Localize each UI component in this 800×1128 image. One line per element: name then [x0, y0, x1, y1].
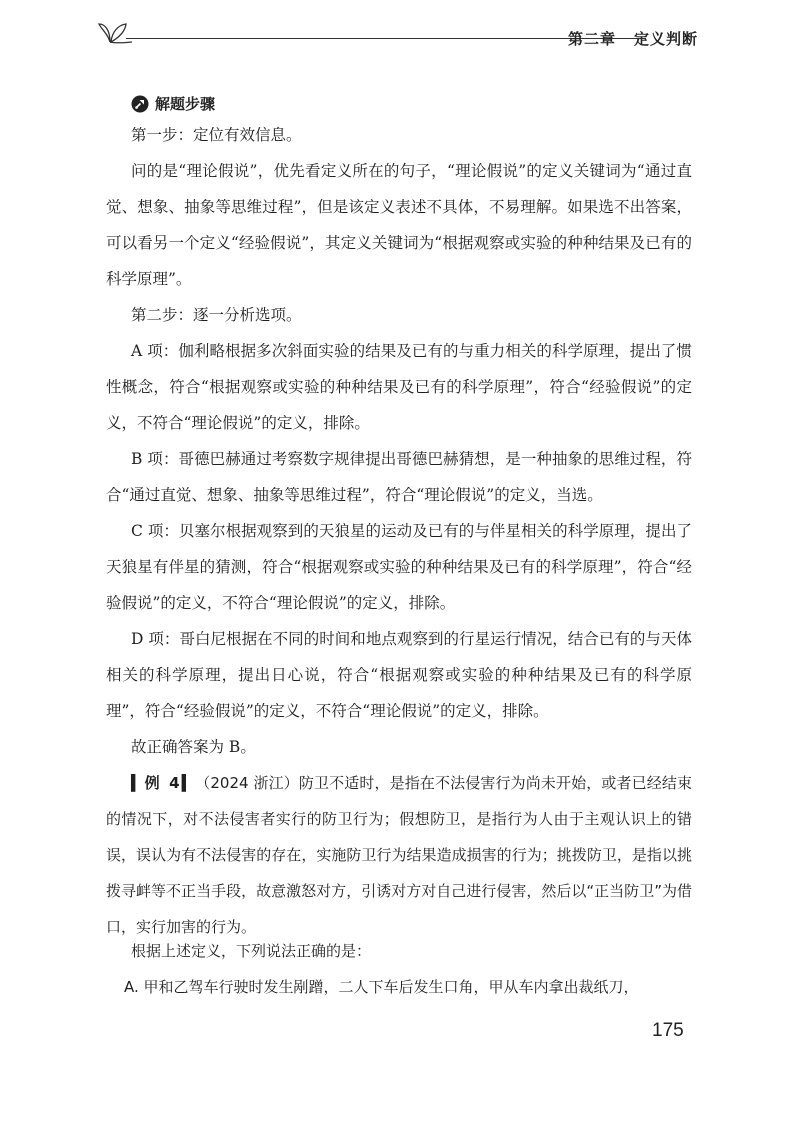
- step1-paragraph: 第一步：定位有效信息。: [131, 126, 302, 144]
- option-a-paragraph: A 项：伽利略根据多次斜面实验的结果及已有的与重力相关的科学原理，提出了惯性概念，符合“根据观察或实验的种种结果及已有的科学原理”，符合“经验假说”的定义，不符合“理论假说”的定义，排除。: [106, 342, 692, 432]
- example-label: 例 4: [144, 774, 182, 792]
- chapter-title: [568, 28, 698, 49]
- example-paragraph: [106, 765, 692, 945]
- page-header: [96, 12, 706, 52]
- step2-paragraph: 第二步：逐一分析选项。: [131, 306, 302, 324]
- option-b-paragraph: B 项：哥德巴赫通过考察数字规律提出哥德巴赫猜想，是一种抽象的思维过程，符合“通过直觉、想象、抽象等思维过程”，符合“理论假说”的定义，当选。: [106, 450, 692, 504]
- chapter-label: 第二章: [567, 30, 616, 48]
- option-c-paragraph: C 项：贝塞尔根据观察到的天狼星的运动及已有的与伴星相关的科学原理，提出了天狼星有伴星的猜测，符合“根据观察或实验的种种结果及已有的科学原理”，符合“经验假说”的定义，不符合“理论假说”的定义，排除。: [106, 522, 692, 612]
- section-heading: [131, 93, 215, 114]
- analysis-paragraph: 问的是“理论假说”，优先看定义所在的句子，“理论假说”的定义关键词为“通过直觉、想象、抽象等思维过程”，但是该定义表述不具体，不易理解。如果选不出答案，可以看另一个定义“经验假说”，其定义关键词为“根据观察或实验的种种结果及已有的科学原理”。: [106, 162, 692, 288]
- answer-paragraph: 故正确答案为 B。: [131, 738, 256, 756]
- option-d-paragraph: D 项：哥白尼根据在不同的时间和地点观察到的行星运行情况，结合已有的与天体相关的科学原理，提出日心说，符合“根据观察或实验的种种结果及已有的科学原理”，符合“经验假说”的定义，不符合“理论假说”的定义，排除。: [106, 630, 692, 720]
- page-number: 175: [652, 1020, 684, 1041]
- chapter-name: 定义判断: [633, 30, 698, 48]
- question-paragraph: 根据上述定义，下列说法正确的是：: [131, 942, 372, 960]
- example-text: （2024 浙江）防卫不适时，是指在不法侵害行为尚未开始，或者已经结束的情况下，对不法侵害者实行的防卫行为；假想防卫，是指行为人由于主观认识上的错误，误认为有不法侵害的存在，实施防卫行为结果造成损害的行为；挑拨防卫，是指以挑拨寻衅等不正当手段，故意激怒对方，引诱对方对自己进行侵害，然后以“正当防卫”为借口，实行加害的行为。: [106, 774, 692, 936]
- example-option-a: A. 甲和乙驾车行驶时发生剐蹭，二人下车后发生口角，甲从车内拿出裁纸刀，: [124, 978, 639, 996]
- example-tag: ▍例 4▍: [131, 774, 196, 792]
- solution-steps-icon: [131, 95, 149, 113]
- leaf-ornament-icon: [96, 16, 132, 46]
- section-heading-text: 解题步骤: [155, 95, 216, 113]
